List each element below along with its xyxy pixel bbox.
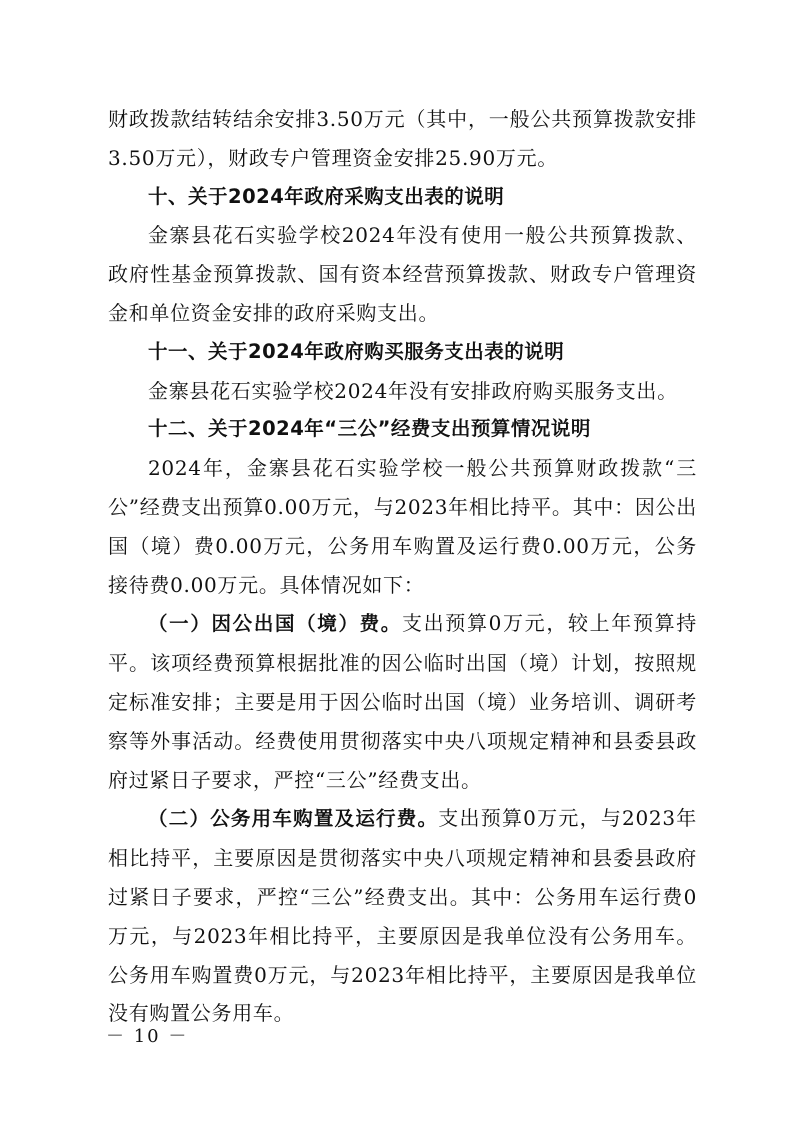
item-1-title: （一）因公出国（境）费。: [148, 612, 402, 636]
section-10-heading: 十、关于2024年政府采购支出表的说明: [148, 184, 505, 208]
section-12-item-2: [108, 799, 697, 1033]
carryover-paragraph: 财政拨款结转结余安排3.50万元（其中，一般公共预算拨款安排3.50万元），财政专户管理资金安排25.90万元。: [108, 107, 697, 170]
page-number: － 10 －: [106, 1026, 189, 1047]
section-11-heading: 十一、关于2024年政府购买服务支出表的说明: [148, 339, 565, 363]
section-11-body: 金寨县花石实验学校2024年没有安排政府购买服务支出。: [148, 378, 678, 403]
item-2-body: 支出预算0万元，与2023年相比持平，主要原因是贯彻落实中央八项规定精神和县委县政府过紧日子要求，严控“三公”经费支出。其中：公务用车运行费0万元，与2023年相比持平，主要原因是我单位没有公务用车。公务用车购置费0万元，与2023年相比持平，主要原因是我单位没有购置公务用车。: [108, 806, 697, 1026]
section-12-intro: 2024年，金寨县花石实验学校一般公共预算财政拨款“三公”经费支出预算0.00万元，与2023年相比持平。其中：因公出国（境）费0.00万元，公务用车购置及运行费0.00万元，公务接待费0.00万元。具体情况如下：: [108, 456, 697, 597]
section-12-heading: 十二、关于2024年“三公”经费支出预算情况说明: [148, 417, 591, 441]
item-2-title: （二）公务用车购置及运行费。: [148, 807, 439, 831]
section-12-item-1: [108, 604, 697, 799]
item-1-body: 支出预算0万元，较上年预算持平。该项经费预算根据批准的因公临时出国（境）计划，按照规定标准安排；主要是用于因公临时出国（境）业务培训、调研考察等外事活动。经费使用贯彻落实中央八项规定精神和县委县政府过紧日子要求，严控“三公”经费支出。: [108, 611, 697, 792]
section-10-body: 金寨县花石实验学校2024年没有使用一般公共预算拨款、政府性基金预算拨款、国有资本经营预算拨款、财政专户管理资金和单位资金安排的政府采购支出。: [108, 223, 697, 325]
